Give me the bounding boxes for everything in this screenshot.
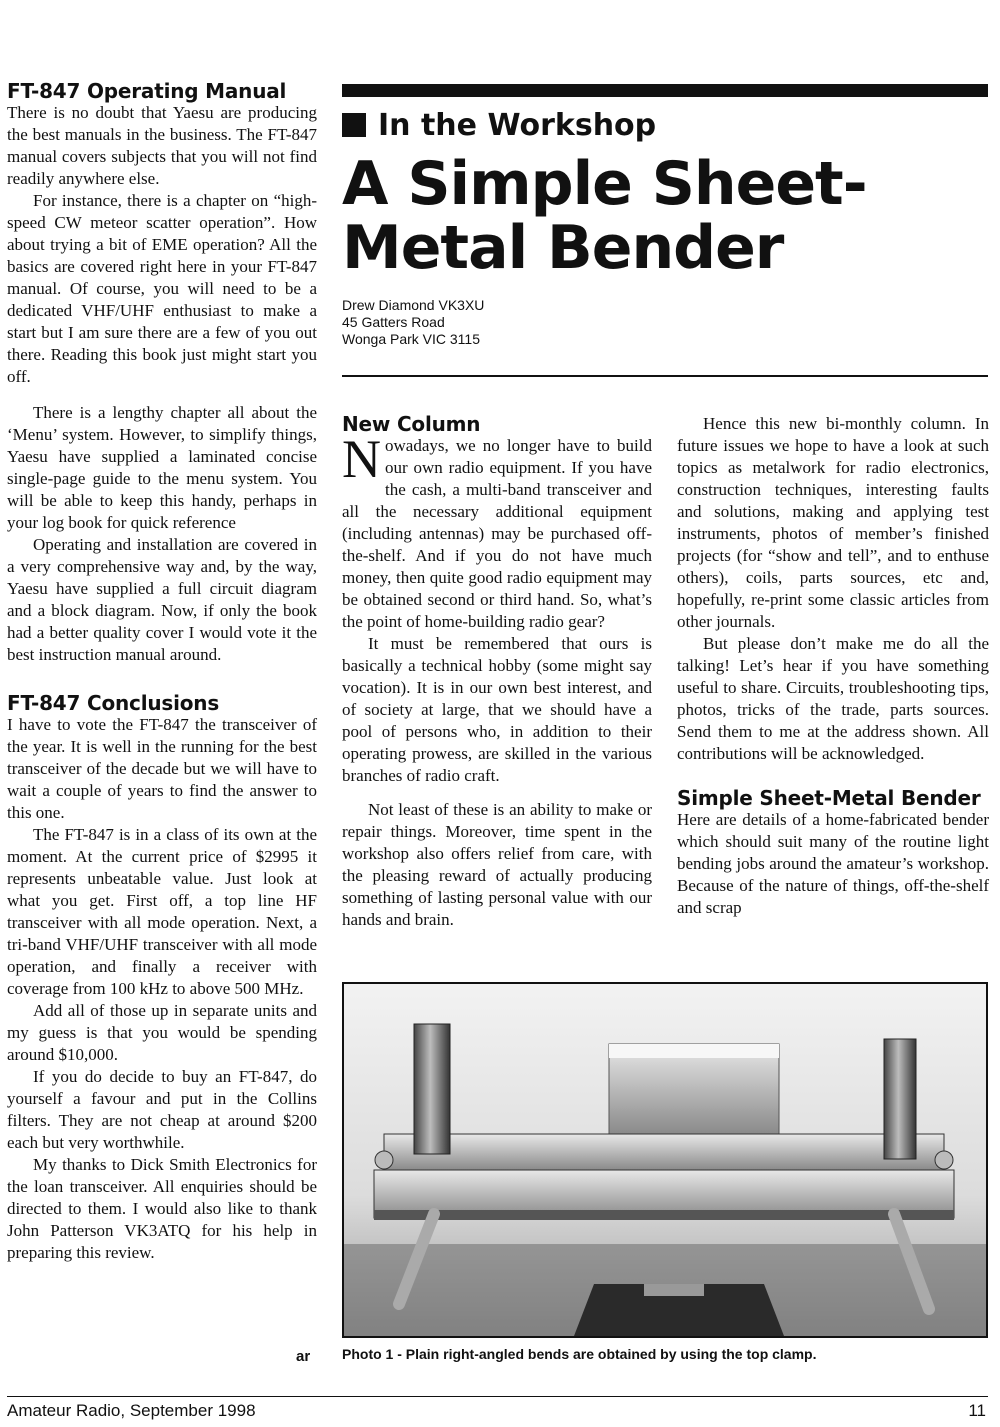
paragraph: Hence this new bi-monthly column. In future issues we hope to have a look at such topics as metalwork for radio electronics, construction techniques, interesting faults and solutions, making and applying test instruments, photos of member’s finished projects (for “show and tell”, and to enthuse others), coils, parts sources, etc and, hopefully, re-print some classic articles from other journals. [677,414,989,631]
square-bullet-icon [342,113,366,137]
right-clamp-post [884,1039,916,1159]
right-column [677,413,989,919]
section-kicker [342,108,656,144]
top-clamp-bar [384,1134,944,1170]
paragraph: Operating and installation are covered in a very comprehensive way and, by the way, Yaesu have supplied a full circuit diagram and a block diagram. Now, if only the book had a better quality cover I would vote it the best instruction manual around. [7,535,317,664]
photo-1 [342,982,988,1338]
left-column [7,80,317,1264]
paragraph: The FT-847 is in a class of its own at the moment. At the current price of $2995 it represents unbeatable value. Just look at what you get. First off, a top line HF transceiver with all mode operation. Next, a tri-band VHF/UHF transceiver with all mode operation, and finally a receiver with coverage from 100 kHz to above 500 MHz. [7,825,317,998]
left-clamp-post [414,1024,450,1154]
bender-photo-illustration [344,984,986,1336]
footer-rule [7,1396,988,1397]
bottom-bar-shadow [374,1210,954,1220]
heading-conclusions: FT-847 Conclusions [7,691,220,715]
paragraph: There is a lengthy chapter all about the ‘Menu’ system. However, to simplify things, Yaesu have supplied a laminated concise single-page guide to the menu system. You will be able to keep this handy, perhaps in your log book for quick reference [7,403,317,532]
bent-sheet-edge [609,1044,779,1058]
heading-simple-bender: Simple Sheet-Metal Bender [677,786,981,810]
publication-footer: Amateur Radio, September 1998 [7,1401,256,1420]
right-pivot [935,1151,953,1169]
byline-rule [342,375,988,377]
paragraph: It must be remembered that ours is basically a technical hobby (some might say vocation). It is in our own best interest, and of society at large, that we should have a pool of persons who, in addition to their operating prowess, are skilled in the various branches of radio craft. [342,634,652,785]
article-title: A Simple Sheet-Metal Bender [342,149,867,283]
paragraph: For instance, there is a chapter on “high-speed CW meteor scatter operation”. How about trying a bit of EME operation? All the basics are covered right here in your FT-847 manual. Of course, you will need to be a dedicated VHF/UHF enthusiast to make a start but I am sure there are a few of you out there. Reading this book just might start you off. [7,191,317,386]
page-number: 11 [968,1401,986,1420]
end-mark: ar [296,1348,311,1365]
heading-new-column: New Column [342,412,481,436]
paragraph: Add all of those up in separate units and my guess is that you would be spending around $10,000. [7,1001,317,1064]
author-name: Drew Diamond VK3XU [342,297,485,313]
paragraph: If you do decide to buy an FT-847, do yourself a favour and put in the Collins filters. They are not cheap at around $200 each but very worthwhile. [7,1067,317,1152]
vice-screw [644,1284,704,1296]
photo-caption: Photo 1 - Plain right-angled bends are obtained by using the top clamp. [342,1346,817,1362]
paragraph: But please don’t make me do all the talking! Let’s hear if you have something useful to share. Circuits, troubleshooting tips, photos, tricks of the trade, parts sources. Send them to me at the address shown. All contributions will be acknowledged. [677,634,989,763]
paragraph: Here are details of a home-fabricated bender which should suit many of the routine light bending jobs around the amateur’s workshop. Because of the nature of things, off-the-shelf and scrap [677,810,989,917]
drop-cap: N [342,429,381,489]
author-locality: Wonga Park VIC 3115 [342,331,481,347]
middle-column [342,413,652,931]
masthead-rule [342,84,988,97]
paragraph-text: owadays, we no longer have to build our own radio equipment. If you have the cash, a multi-band transceiver and all the necessary additional equipment (including antennas) may be purchased off-the-shelf. And if you do not have much money, then quite good radio equipment may be obtained second or third hand. So, what’s the point of home-building radio gear? [342,436,652,631]
paragraph [342,429,652,633]
heading-operating-manual: FT-847 Operating Manual [7,79,287,103]
paragraph: There is no doubt that Yaesu are producing the best manuals in the business. The FT-847 manual covers subjects that you will not find readily anywhere else. [7,103,317,188]
byline [342,297,484,348]
author-street: 45 Gatters Road [342,314,445,330]
kicker-text: In the Workshop [378,108,657,143]
left-pivot [375,1151,393,1169]
paragraph: Not least of these is an ability to make or repair things. Moreover, time spent in the workshop also offers relief from care, with the pleasing reward of actually producing something of lasting personal value with our hands and brain. [342,800,652,929]
paragraph: My thanks to Dick Smith Electronics for the loan transceiver. All enquiries should be directed to them. I would also like to thank John Patterson VK3ATQ for his help in preparing this review. [7,1155,317,1262]
paragraph: I have to vote the FT-847 the transceiver of the year. It is well in the running for the best transceiver of the decade but we will have to wait a couple of years to find the answer to this one. [7,715,317,822]
